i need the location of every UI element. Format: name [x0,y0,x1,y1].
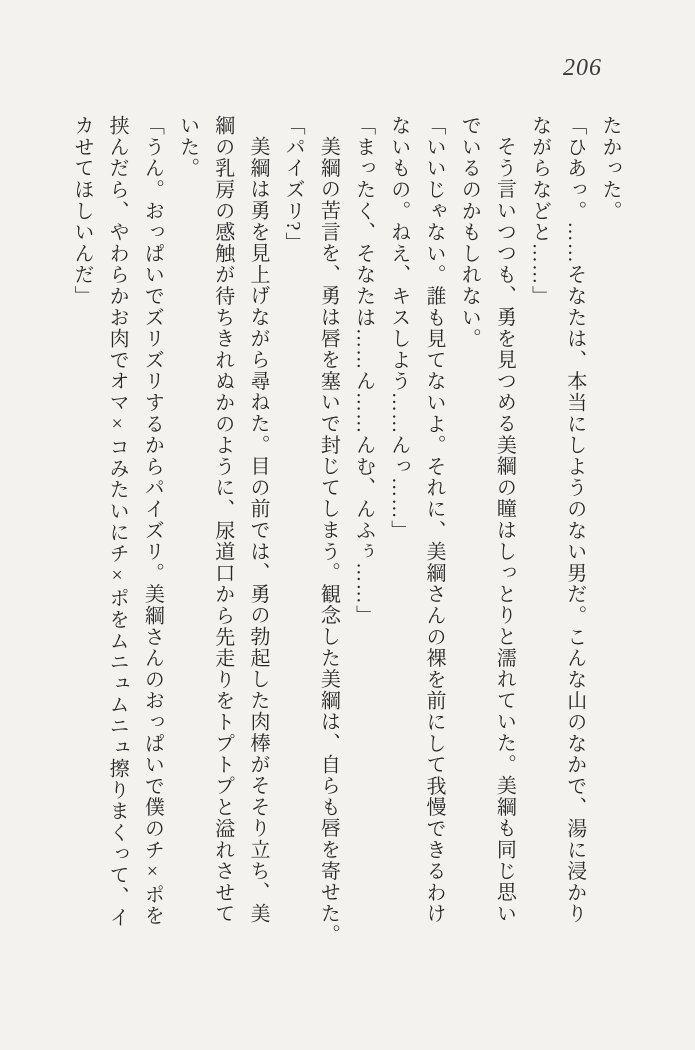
text-line: 挟んだら、やわらかお肉でオマ×コみたいにチ×ポをムニュムニュ擦りまくって、イ [106,115,129,929]
text-line: 「まったく、そなたは……ん……んむ、んふぅ……」 [352,115,375,627]
text-line: 「いいじゃない。誰も見てないよ。それに、美綱さんの裸を前にして我慢できるわけ [422,115,445,925]
text-line: 「パイズリ?」 [282,115,305,253]
text-line: ないもの。ねえ、キスしよう……んっ……」 [387,115,410,541]
text-line: そう言いつつも、勇を見つめる美綱の瞳はしっとりと濡れていた。美綱も同じ思い [493,136,516,925]
text-line: 美綱は勇を見上げながら尋ねた。目の前では、勇の勃起した肉棒がそそり立ち、美 [246,136,269,925]
text-line: ながらなどと……」 [528,115,551,307]
text-line: カせてほしいんだ」 [70,115,93,307]
text-line: たかった。 [599,115,621,222]
text-line: 「うん。おっぱいでズリズリするからパイズリ。美綱さんのおっぱいで僕のチ×ポを [141,115,164,927]
text-line: 「ひあっ。……そなたは、本当にしようのない男だ。こんな山のなかで、湯に浸かり [563,115,586,925]
text-line: でいるのかもしれない。 [458,115,481,350]
text-line: いた。 [176,115,199,179]
text-line: 美綱の苦言を、勇は唇を塞いで封じてしまう。観念した美綱は、自らも唇を寄せた。 [317,136,340,946]
page-number: 206 [563,55,602,81]
text-block [64,115,627,953]
text-line: 綱の乳房の感触が待ちきれぬかのように、尿道口から先走りをトプトプと溢れさせて [211,115,234,925]
